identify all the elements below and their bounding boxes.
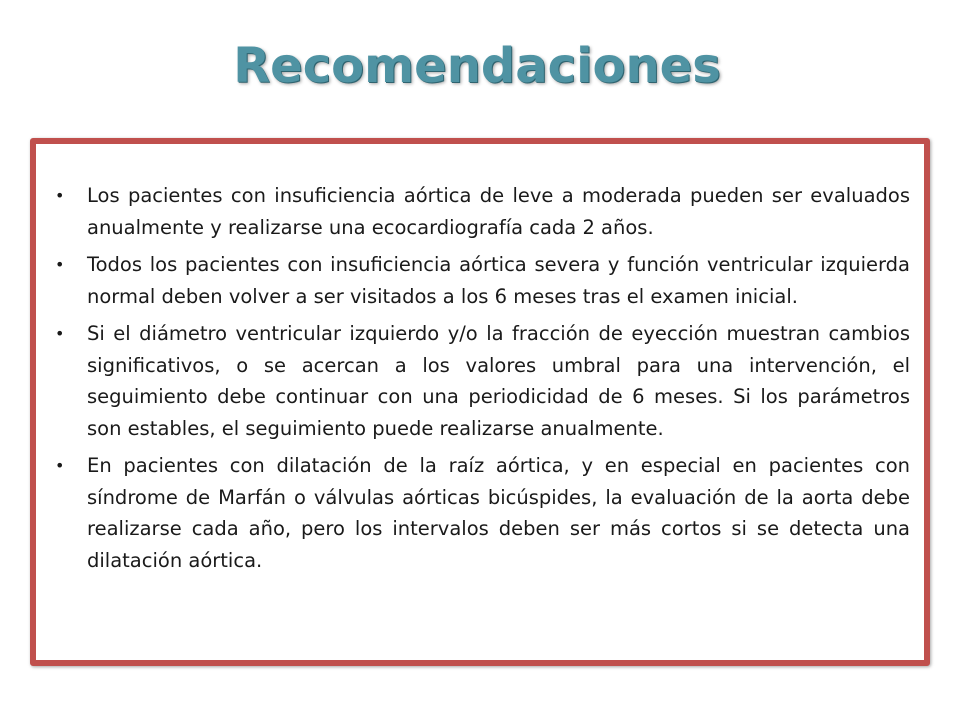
bullet-item (50, 450, 910, 576)
bullet-text: Todos los pacientes con insuficiencia aórtica severa y función ventricular izquierda normal deben volver a ser visitados a los 6 meses tras el examen inicial. (87, 253, 910, 308)
bullet-list (50, 180, 910, 582)
bullet-dot-icon: • (55, 186, 65, 205)
bullet-dot-icon: • (55, 324, 65, 343)
bullet-dot-icon: • (55, 255, 65, 274)
bullet-text: Los pacientes con insuficiencia aórtica de leve a moderada pueden ser evaluados anualmente y realizarse una ecocardiografía cada 2 años. (87, 184, 910, 239)
bullet-text: En pacientes con dilatación de la raíz aórtica, y en especial en pacientes con síndrome de Marfán o válvulas aórticas bicúspides, la evaluación de la aorta debe realizarse cada año, pero los intervalos deben ser más cortos si se detecta una dilatación aórtica. (87, 454, 910, 572)
bullet-dot-icon: • (55, 456, 65, 475)
slide-title (0, 38, 960, 94)
bullet-item (50, 249, 910, 312)
bullet-item (50, 318, 910, 444)
slide-title-text: Recomendaciones (233, 38, 721, 94)
bullet-item (50, 180, 910, 243)
content-frame (30, 138, 930, 666)
bullet-text: Si el diámetro ventricular izquierdo y/o la fracción de eyección muestran cambios significativos, o se acercan a los valores umbral para una intervención, el seguimiento debe continuar con una periodicidad de 6 meses. Si los parámetros son estables, el seguimiento puede realizarse anualmente. (87, 322, 910, 440)
